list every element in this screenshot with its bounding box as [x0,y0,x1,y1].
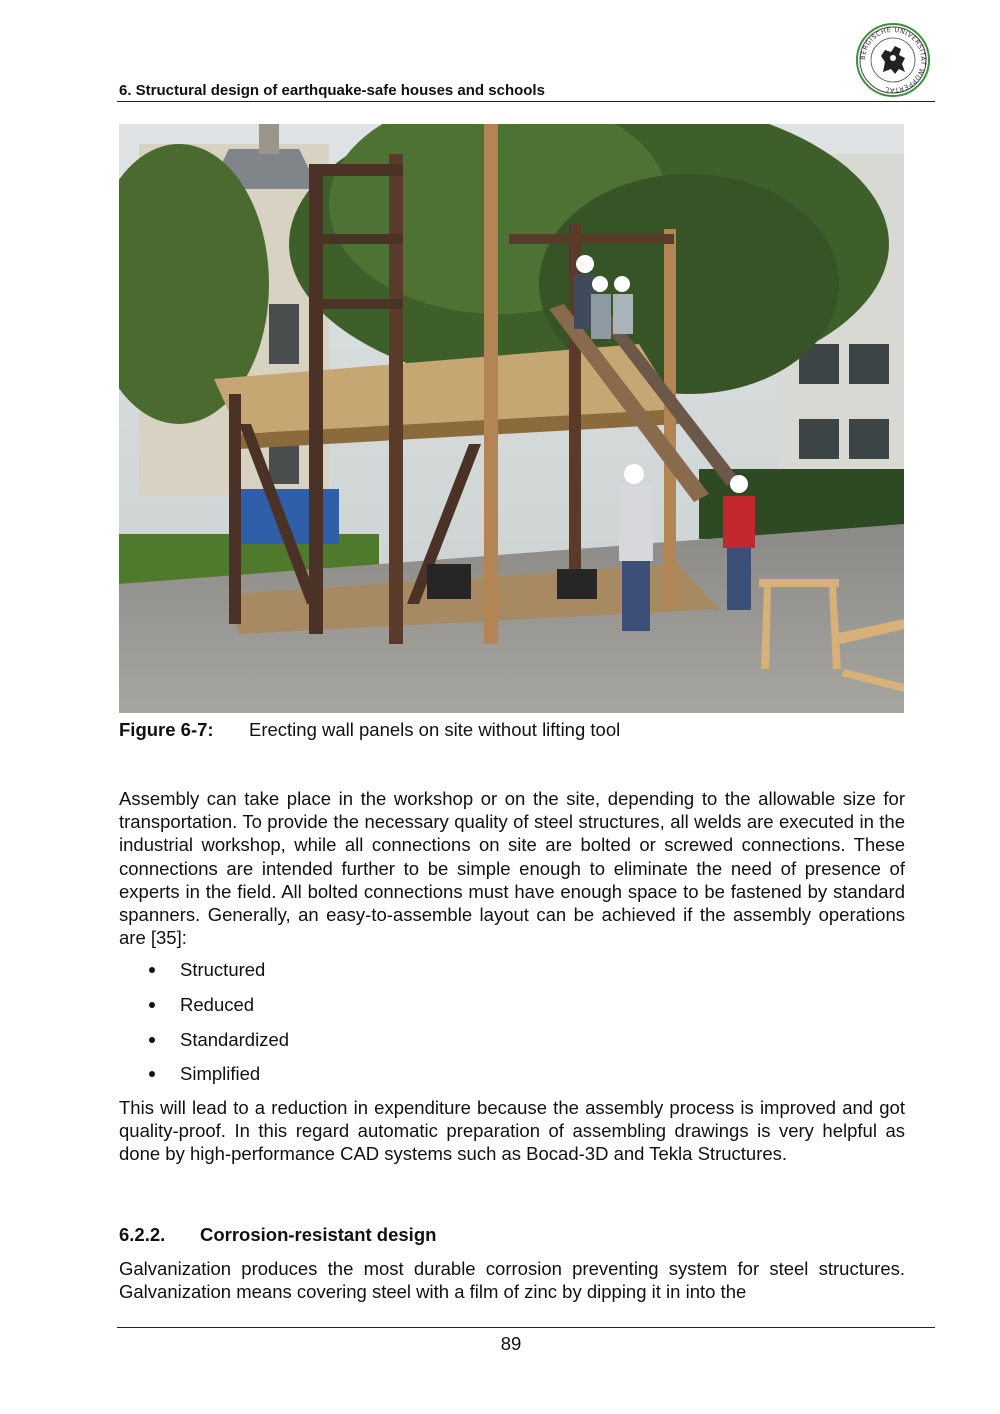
list-item: Simplified [119,1062,289,1097]
bullet-icon [149,967,155,973]
list-item: Standardized [119,1028,289,1063]
list-item: Reduced [119,993,289,1028]
construction-photo [119,124,904,713]
figure-caption-text: Erecting wall panels on site without lifting tool [249,719,621,740]
figure-label: Figure 6-7: [119,719,214,740]
university-seal-icon [855,22,931,98]
list-item: Structured [119,958,289,993]
bullet-icon [149,1071,155,1077]
seal-text: BERGISCHE UNIVERSITÄT WUPPERTAL [858,25,928,95]
section-heading [119,1224,436,1246]
paragraph-assembly: Assembly can take place in the workshop or on the site, depending to the allowable size for transportation. To provide the necessary quality of steel structures, all welds are executed in the industrial workshop, while all connections on site are bolted or screwed connections. These connections are intended further to be simple enough to eliminate the need of presence of experts in the field. All bolted connections must have enough space to be fastened by standard spanners. Generally, an easy-to-assemble layout can be achieved if the assembly operations are [35]: [119,788,905,949]
section-title: Corrosion-resistant design [200,1224,437,1245]
bullet-icon [149,1037,155,1043]
paragraph-expenditure: This will lead to a reduction in expenditure because the assembly process is improved and got quality-proof. In this regard automatic preparation of assembling drawings is very helpful as done by high-performance CAD systems such as Bocad-3D and Tekla Structures. [119,1097,905,1165]
section-number: 6.2.2. [119,1224,166,1245]
bullet-icon [149,1002,155,1008]
figure-caption [119,719,620,741]
paragraph-galvanization: Galvanization produces the most durable corrosion preventing system for steel structures. Galvanization means covering steel with a film of zinc by dipping it in into the [119,1258,905,1303]
running-header: 6. Structural design of earthquake-safe houses and schools [119,82,545,99]
footer-divider [117,1327,935,1328]
header-divider [117,101,935,102]
page-number: 89 [500,1333,522,1354]
assembly-operations-list [119,958,289,1097]
